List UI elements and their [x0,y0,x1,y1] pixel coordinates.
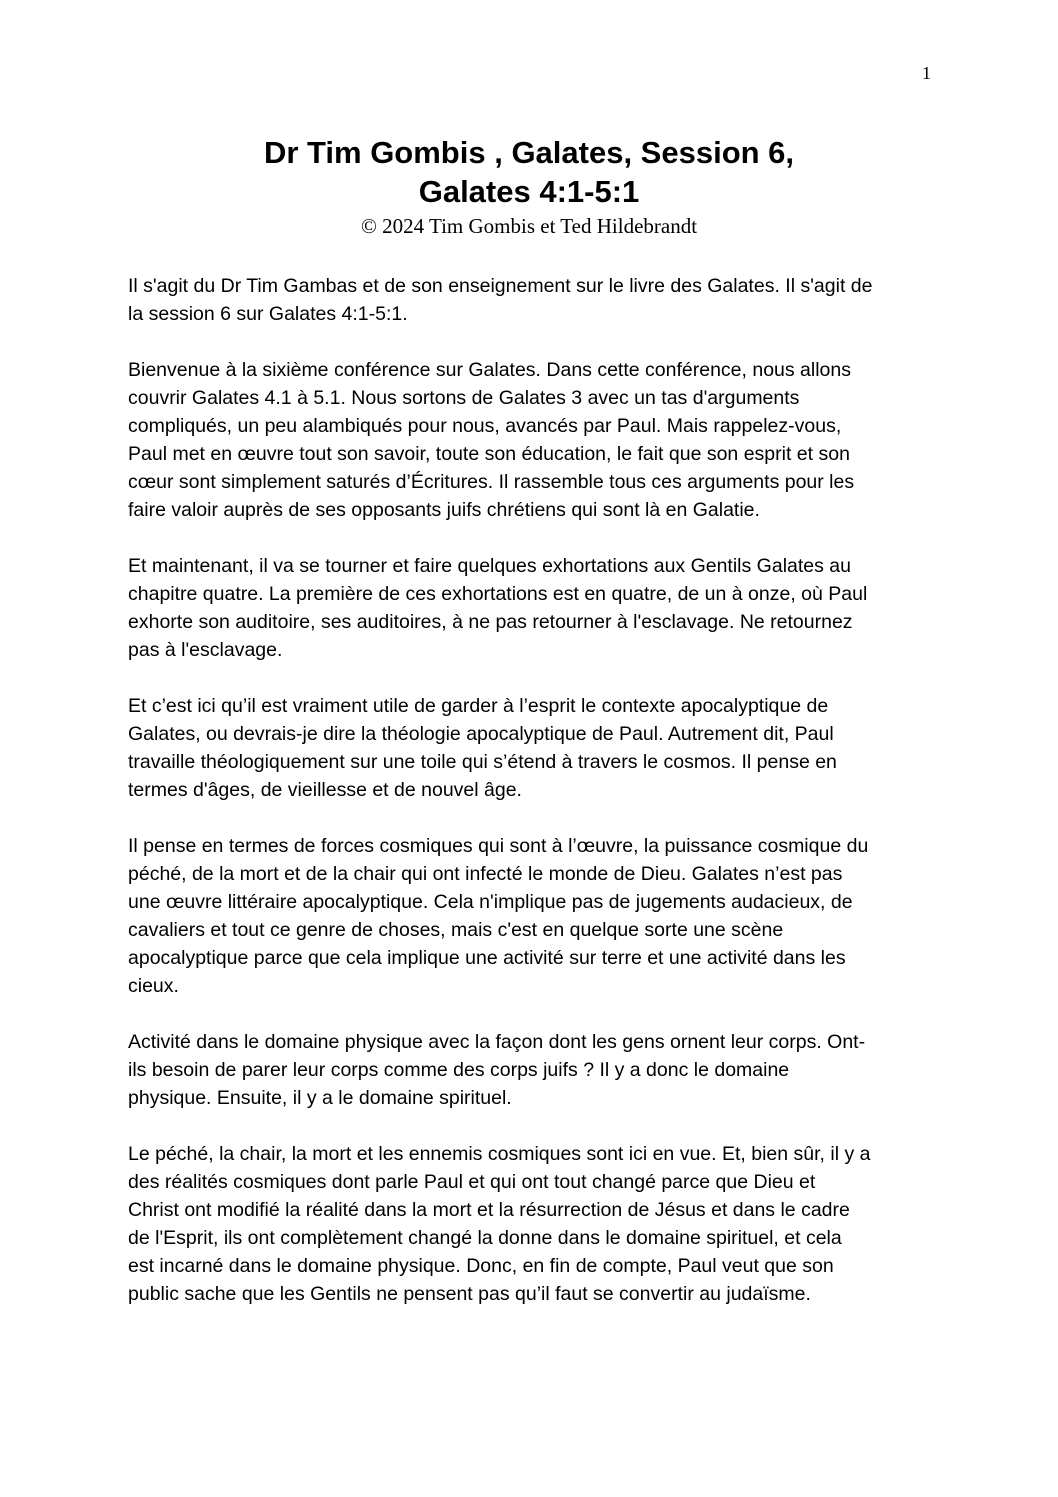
paragraph-7: Le péché, la chair, la mort et les ennemis cosmiques sont ici en vue. Et, bien sûr, il y a des réalités cosmiques dont parle Paul et qui ont tout changé parce que Dieu et Christ ont modifié la réalité dans la mort et la résurrection de Jésus et dans le cadre de l'Esprit, ils ont complètement changé la donne dans le domaine spirituel, et cela est incarné dans le domaine physique. Donc, en fin de compte, Paul veut que son public sache que les Gentils ne pensent pas qu’il faut se convertir au judaïsme. [128,1143,871,1305]
paragraph-3: Et maintenant, il va se tourner et faire quelques exhortations aux Gentils Galates au chapitre quatre. La première de ces exhortations est en quatre, de un à onze, où Paul exhorte son auditoire, ses auditoires, à ne pas retourner à l'esclavage. Ne retournez pas à l'esclavage. [128,555,868,661]
title-line-1: Dr Tim Gombis , Galates, Session 6, [263,135,795,170]
paragraph-4: Et c’est ici qu’il est vraiment utile de garder à l’esprit le contexte apocalyptique de Galates, ou devrais-je dire la théologie apocalyptique de Paul. Autrement dit, Paul travaille théologiquement sur une toile qui s’étend à travers le cosmos. Il pense en termes d'âges, de vieillesse et de nouvel âge. [128,695,837,801]
document-header [0,133,1058,239]
paragraph-5: Il pense en termes de forces cosmiques qui sont à l’œuvre, la puissance cosmique du péché, de la mort et de la chair qui ont infecté le monde de Dieu. Galates n’est pas une œuvre littéraire apocalyptique. Cela n'implique pas de jugements audacieux, de cavaliers et tout ce genre de choses, mais c'est en quelque sorte une scène apocalyptique parce que cela implique une activité sur terre et une activité dans les cieux. [128,835,869,997]
document-title [0,133,1058,211]
copyright-notice: © 2024 Tim Gombis et Ted Hildebrandt [360,214,698,238]
paragraph-1: Il s'agit du Dr Tim Gambas et de son enseignement sur le livre des Galates. Il s'agit de la session 6 sur Galates 4:1-5:1. [128,275,873,325]
document-body [128,272,940,1336]
page-number: 1 [922,63,931,83]
title-line-2: Galates 4:1-5:1 [418,174,640,209]
paragraph-6: Activité dans le domaine physique avec la façon dont les gens ornent leur corps. Ont- ils besoin de parer leur corps comme des corps juifs ? Il y a donc le domaine physique. Ensuite, il y a le domaine spirituel. [128,1031,866,1109]
paragraph-2: Bienvenue à la sixième conférence sur Galates. Dans cette conférence, nous allons couvrir Galates 4.1 à 5.1. Nous sortons de Galates 3 avec un tas d'arguments compliqués, un peu alambiqués pour nous, avancés par Paul. Mais rappelez-vous, Paul met en œuvre tout son savoir, toute son éducation, le fait que son esprit et son cœur sont simplement saturés d’Écritures. Il rassemble tous ces arguments pour les faire valoir auprès de ses opposants juifs chrétiens qui sont là en Galatie. [128,359,855,521]
